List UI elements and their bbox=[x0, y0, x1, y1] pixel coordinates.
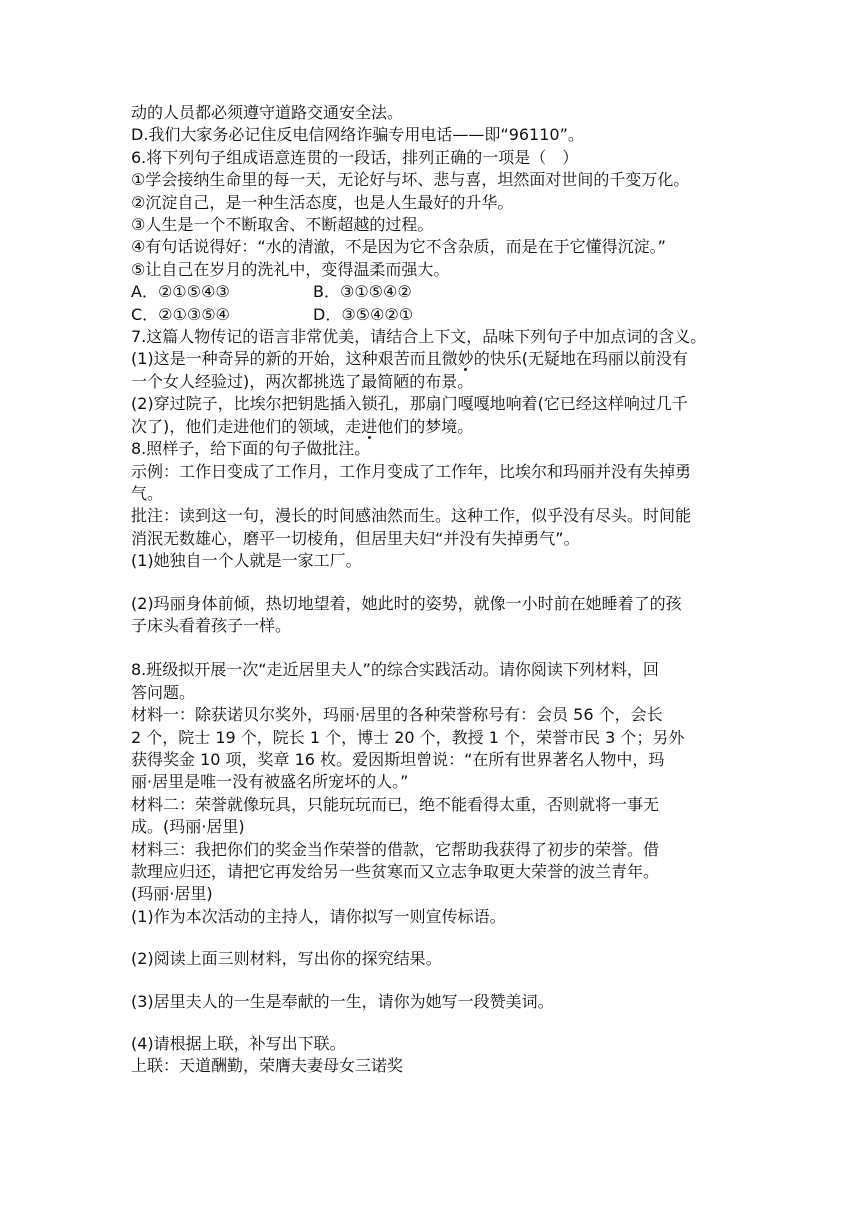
answer-space bbox=[131, 971, 743, 991]
answer-space bbox=[131, 928, 743, 948]
q7-item-1-text-b: 的快乐(无疑地在玛丽以前没有 bbox=[473, 349, 688, 369]
q8b-question-1: (1)作为本次活动的主持人，请你拟写一则宣传标语。 bbox=[131, 906, 506, 926]
couplet-first-line: 上联：天道酬勤，荣膺夫妻母女三诺奖 bbox=[131, 1056, 404, 1076]
q8a-item-1: (1)她独自一个人就是一家工厂。 bbox=[131, 551, 362, 571]
material-3-line-3: (玛丽·居里) bbox=[131, 884, 213, 904]
q7-stem: 7.这篇人物传记的语言非常优美，请结合上下文，品味下列句子中加点词的含义。 bbox=[131, 327, 707, 347]
answer-space bbox=[131, 573, 743, 593]
q6-stem: 6.将下列句子组成语意连贯的一段话，排列正确的一项是（ ） bbox=[131, 147, 579, 167]
q8b-stem-line-1: 8.班级拟开展一次“走近居里夫人”的综合实践活动。请你阅读下列材料，回 bbox=[131, 660, 659, 680]
q7-item-2-line-1: (2)穿过院子，比埃尔把钥匙插入锁孔，那扇门嘎嘎地响着(它已经这样响过几千 bbox=[131, 394, 688, 414]
q8a-example-line-1: 示例：工作日变成了工作月，工作月变成了工作年，比埃尔和玛丽并没有失掉勇 bbox=[131, 461, 692, 481]
material-2-line-1: 材料二：荣誉就像玩具，只能玩玩而已，绝不能看得太重，否则就将一事无 bbox=[131, 794, 660, 814]
material-1-line-1: 材料一：除获诺贝尔奖外，玛丽·居里的各种荣誉称号有：会员 56 个，会长 bbox=[131, 705, 663, 725]
q7-item-1-line-1 bbox=[131, 348, 743, 370]
q6-sentence-4: ④有句话说得好：“水的清澈，不是因为它不含杂质，而是在于它懂得沉淀。” bbox=[131, 237, 666, 257]
material-1-line-4: 丽·居里是唯一没有被盛名所宠坏的人。” bbox=[131, 772, 409, 792]
q8a-item-2-line-2: 子床头看着孩子一样。 bbox=[131, 615, 292, 635]
q7-item-1-text-a: (1)这是一种奇异的新的开始，这种艰苦而且微 bbox=[131, 349, 458, 369]
q8a-stem: 8.照样子，给下面的句子做批注。 bbox=[131, 439, 371, 459]
answer-space bbox=[131, 1013, 743, 1033]
q7-item-1-line-2: 一个女人经验过)，两次都挑选了最简陋的布景。 bbox=[131, 371, 474, 391]
q8b-question-2: (2)阅读上面三则材料，写出你的探究结果。 bbox=[131, 949, 442, 969]
q5-tail-line: 动的人员都必须遵守道路交通安全法。 bbox=[131, 103, 404, 122]
q6-sentence-1: ①学会接纳生命里的每一天，无论好与坏、悲与喜，坦然面对世间的千变万化。 bbox=[131, 170, 690, 190]
document-page bbox=[131, 102, 743, 1078]
q6-option-a: A．②①⑤④③ bbox=[131, 282, 230, 302]
material-1-line-2: 2 个，院士 19 个，院长 1 个，博士 20 个，教授 1 个，荣誉市民 3 个；另外 bbox=[131, 727, 685, 747]
q8a-example-line-2: 气。 bbox=[131, 483, 164, 503]
q8b-question-3: (3)居里夫人的一生是奉献的一生，请你为她写一段赞美词。 bbox=[131, 991, 554, 1011]
q8a-item-2-line-1: (2)玛丽身体前倾，热切地望着，她此时的姿势，就像一小时前在她睡着了的孩 bbox=[131, 593, 682, 613]
material-1-line-3: 获得奖金 10 项，奖章 16 枚。爱因斯坦曾说：“在所有世界著名人物中，玛 bbox=[131, 749, 665, 769]
q8b-stem-line-2: 答问题。 bbox=[131, 682, 196, 702]
q6-option-d: D．③⑤④②① bbox=[313, 304, 414, 324]
material-3-line-1: 材料三：我把你们的奖金当作荣誉的借款，它帮助我获得了初步的荣誉。借 bbox=[131, 839, 660, 859]
q6-options-row-1 bbox=[131, 281, 743, 303]
q6-option-c: C．②①③⑤④ bbox=[131, 304, 230, 324]
q7-item-2-line-2 bbox=[131, 416, 743, 438]
q6-sentence-5: ⑤让自己在岁月的洗礼中，变得温柔而强大。 bbox=[131, 259, 450, 279]
q7-item-2-text-b: 他们的梦境。 bbox=[377, 416, 474, 436]
q8b-question-4: (4)请根据上联，补写出下联。 bbox=[131, 1034, 346, 1054]
q5-option-d: D.我们大家务必记住反电信网络诈骗专用电话——即“96110”。 bbox=[131, 125, 584, 145]
q7-item-2-text-a: 次了)，他们走进他们的领域，走 bbox=[131, 416, 362, 436]
q8a-note-line-1: 批注：读到这一句，漫长的时间感油然而生。这种工作，似乎没有尽头。时间能 bbox=[131, 506, 692, 526]
q6-sentence-2: ②沉淀自己，是一种生活态度，也是人生最好的升华。 bbox=[131, 192, 514, 212]
material-3-line-2: 款理应归还，请把它再发给另一些贫寒而又立志争取更大荣誉的波兰青年。 bbox=[131, 862, 660, 881]
q7-dotted-word-2: 进 bbox=[361, 416, 378, 436]
q6-sentence-3: ③人生是一个不断取舍、不断超越的过程。 bbox=[131, 215, 434, 235]
q6-option-b: B．③①⑤④② bbox=[313, 282, 412, 302]
q7-dotted-word-1: 妙 bbox=[457, 349, 474, 369]
material-2-line-2: 成。(玛丽·居里) bbox=[131, 817, 245, 837]
q8a-note-line-2: 消泯无数雄心，磨平一切棱角，但居里夫妇“并没有失掉勇气”。 bbox=[131, 528, 580, 548]
q6-options-row-2 bbox=[131, 304, 743, 326]
answer-space bbox=[131, 637, 743, 659]
